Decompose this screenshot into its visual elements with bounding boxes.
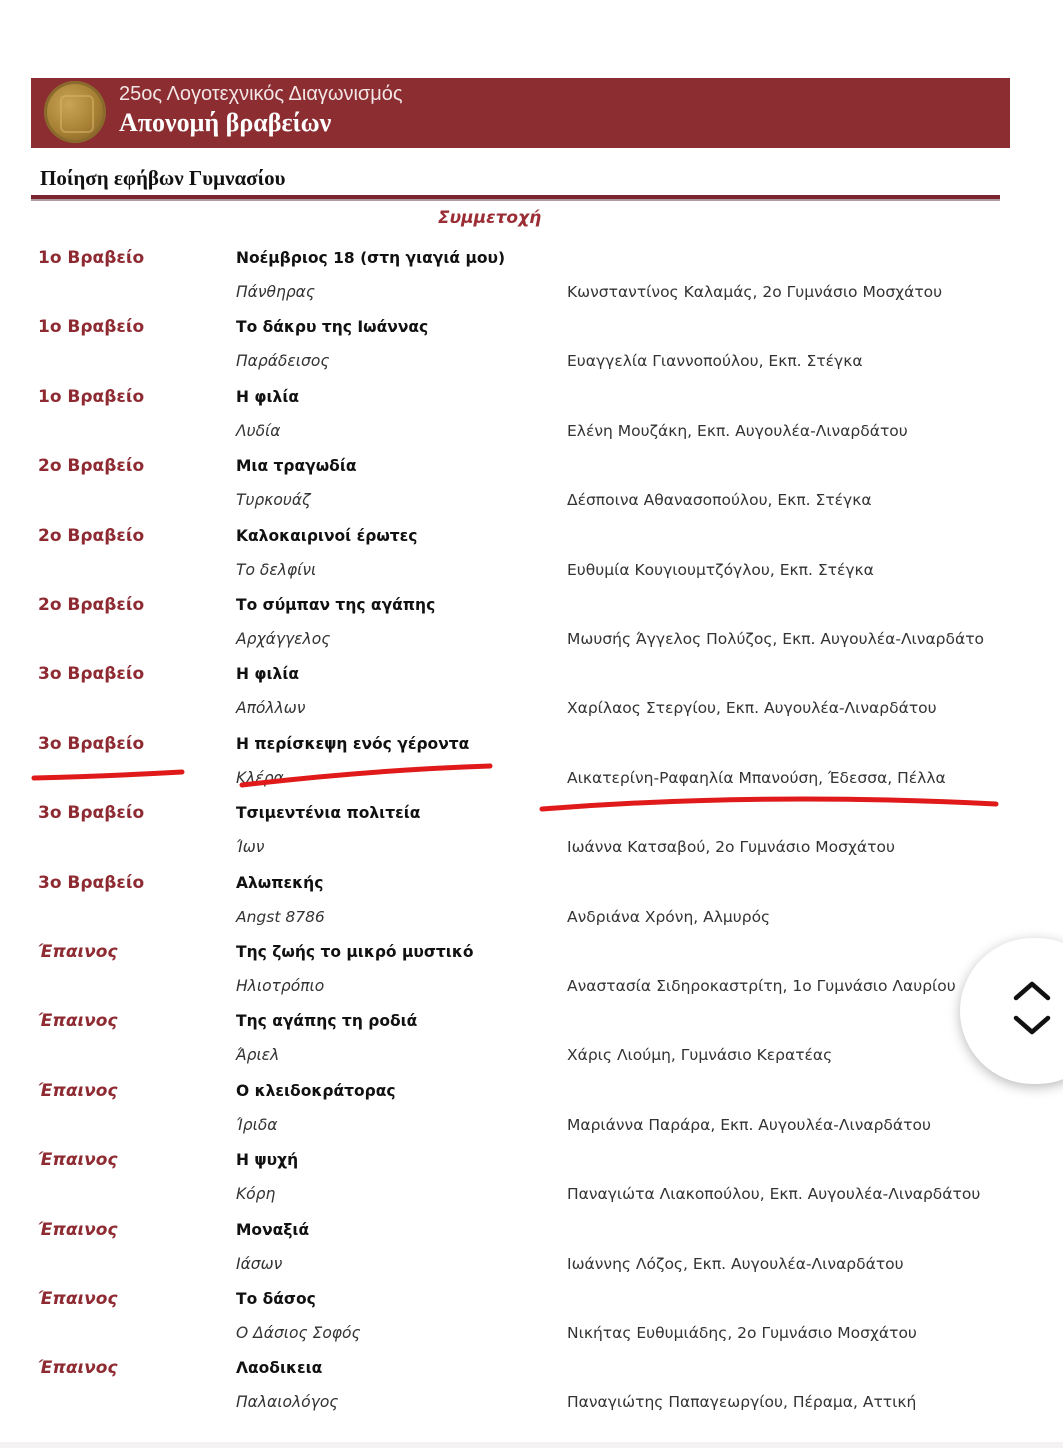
award-entry (0, 664, 1063, 734)
award-label: Έπαινος (38, 1219, 118, 1240)
award-label: Έπαινος (38, 942, 118, 962)
pseudonym: Κόρη (236, 1185, 276, 1204)
award-entry (0, 595, 1063, 665)
section-heading: Ποίηση εφήβων Γυμνασίου (40, 166, 286, 190)
award-label: 2ο Βραβείο (38, 456, 145, 477)
award-entry (0, 526, 1063, 596)
author-school: Ευαγγελία Γιαννοπούλου, Εκπ. Στέγκα (567, 352, 863, 371)
poem-title: Της αγάπης τη ροδιά (236, 1012, 418, 1031)
poem-title: Της ζωής το μικρό μυστικό (236, 943, 474, 961)
award-entry (0, 1220, 1063, 1290)
page-title: Απονομή βραβείων (119, 108, 332, 137)
poem-title: Μοναξιά (236, 1220, 310, 1239)
pseudonym: Τυρκουάζ (236, 491, 311, 510)
section-divider (31, 195, 1000, 201)
award-label: 2ο Βραβείο (38, 525, 145, 546)
award-label: 1ο Βραβείο (38, 386, 145, 407)
poem-title: Το δάσος (236, 1290, 316, 1308)
author-school: Αικατερίνη-Ραφαηλία Μπανούση, Έδεσσα, Πέλλα (567, 768, 946, 787)
chevron-up-icon (1016, 984, 1048, 998)
award-entry (0, 456, 1063, 526)
pseudonym: Ηλιοτρόπιο (236, 977, 325, 995)
contest-subtitle: 25ος Λογοτεχνικός Διαγωνισμός (119, 83, 403, 105)
pseudonym: Ο Δάσιος Σοφός (236, 1324, 361, 1342)
award-label: Έπαινος (38, 1150, 118, 1171)
author-school: Νικήτας Ευθυμιάδης, 2ο Γυμνάσιο Μοσχάτου (567, 1324, 917, 1342)
award-entry (0, 1011, 1063, 1081)
poem-title: Μια τραγωδία (236, 457, 357, 476)
author-school: Ευθυμία Κουγιουμτζόγλου, Εκπ. Στέγκα (567, 560, 874, 579)
results-page (0, 42, 1063, 1442)
author-school: Ιωάννα Κατσαβού, 2ο Γυμνάσιο Μοσχάτου (567, 838, 895, 857)
award-label: Έπαινος (38, 1289, 118, 1309)
award-entry (0, 942, 1063, 1012)
column-header-participation: Συμμετοχή (438, 208, 542, 228)
award-entry (0, 803, 1063, 873)
author-school: Ιωάννης Λόζος, Εκπ. Αυγουλέα-Λιναρδάτου (567, 1254, 904, 1273)
award-label: 3ο Βραβείο (38, 733, 145, 754)
award-label: 2ο Βραβείο (38, 595, 145, 615)
medal-logo-icon (44, 81, 106, 143)
poem-title: Το σύμπαν της αγάπης (236, 596, 436, 614)
award-entry (0, 1150, 1063, 1220)
award-label: Έπαινος (38, 1011, 118, 1032)
author-school: Ελένη Μουζάκη, Εκπ. Αυγουλέα-Λιναρδάτου (567, 421, 908, 440)
award-label: 1ο Βραβείο (38, 317, 145, 338)
pseudonym: Παράδεισος (236, 352, 330, 371)
award-label: 3ο Βραβείο (38, 664, 145, 685)
award-label: Έπαινος (38, 1358, 118, 1379)
medal-emblem (60, 95, 94, 133)
header-banner (31, 78, 1010, 148)
pseudonym: Το δελφίνι (236, 560, 317, 579)
award-label: 3ο Βραβείο (38, 803, 145, 824)
award-entry (0, 873, 1063, 943)
pseudonym: Παλαιολόγος (236, 1393, 339, 1412)
author-school: Παναγιώτης Παπαγεωργίου, Πέραμα, Αττική (567, 1393, 917, 1412)
pseudonym: Ίων (236, 838, 265, 857)
award-entry (0, 317, 1063, 387)
pseudonym: Λυδία (236, 421, 281, 440)
poem-title: Καλοκαιρινοί έρωτες (236, 526, 418, 545)
pseudonym: Ιάσων (236, 1254, 283, 1273)
chevron-down-icon (1016, 1018, 1048, 1032)
award-label: 1ο Βραβείο (38, 248, 145, 268)
award-entry (0, 1289, 1063, 1359)
pseudonym: Angst 8786 (236, 907, 325, 926)
poem-title: Λαοδικεια (236, 1359, 323, 1378)
pseudonym: Αρχάγγελος (236, 630, 331, 648)
pseudonym: Πάνθηρας (236, 283, 315, 301)
poem-title: Ο κλειδοκράτορας (236, 1081, 396, 1100)
poem-title: Αλωπεκής (236, 873, 324, 892)
poem-title: Η φιλία (236, 387, 300, 406)
poem-title: Η περίσκεψη ενός γέροντα (236, 734, 470, 753)
poem-title: Νοέμβριος 18 (στη γιαγιά μου) (236, 249, 506, 267)
poem-title: Τσιμεντένια πολιτεία (236, 804, 421, 823)
award-entry (0, 734, 1063, 804)
top-strip (0, 0, 1063, 42)
poem-title: Η φιλία (236, 665, 300, 684)
award-entry (0, 1358, 1063, 1428)
award-entry (0, 248, 1063, 318)
author-school: Κωνσταντίνος Καλαμάς, 2ο Γυμνάσιο Μοσχάτου (567, 283, 943, 301)
award-label: Έπαινος (38, 1080, 118, 1101)
poem-title: Το δάκρυ της Ιωάννας (236, 318, 429, 337)
author-school: Μωυσής Άγγελος Πολύζος, Εκπ. Αυγουλέα-Λιναρδάτο (567, 630, 985, 648)
author-school: Ανδριάνα Χρόνη, Αλμυρός (567, 907, 771, 926)
author-school: Χάρις Λιούμη, Γυμνάσιο Κερατέας (567, 1046, 833, 1065)
award-entry (0, 1081, 1063, 1151)
pseudonym: Ίριδα (236, 1115, 278, 1134)
award-entry (0, 387, 1063, 457)
award-label: 3ο Βραβείο (38, 872, 145, 893)
pseudonym: Κλέρα (236, 768, 284, 787)
author-school: Δέσποινα Αθανασοπούλου, Εκπ. Στέγκα (567, 491, 872, 510)
poem-title: Η ψυχή (236, 1151, 299, 1170)
pseudonym: Άριελ (236, 1046, 280, 1065)
pseudonym: Απόλλων (236, 699, 306, 718)
author-school: Αναστασία Σιδηροκαστρίτη, 1ο Γυμνάσιο Λαυρίου (567, 977, 956, 995)
author-school: Χαρίλαος Στεργίου, Εκπ. Αυγουλέα-Λιναρδάτου (567, 699, 937, 718)
author-school: Παναγιώτα Λιακοπούλου, Εκπ. Αυγουλέα-Λιναρδάτου (567, 1185, 981, 1204)
author-school: Μαριάννα Παράρα, Εκπ. Αυγουλέα-Λιναρδάτου (567, 1115, 931, 1134)
